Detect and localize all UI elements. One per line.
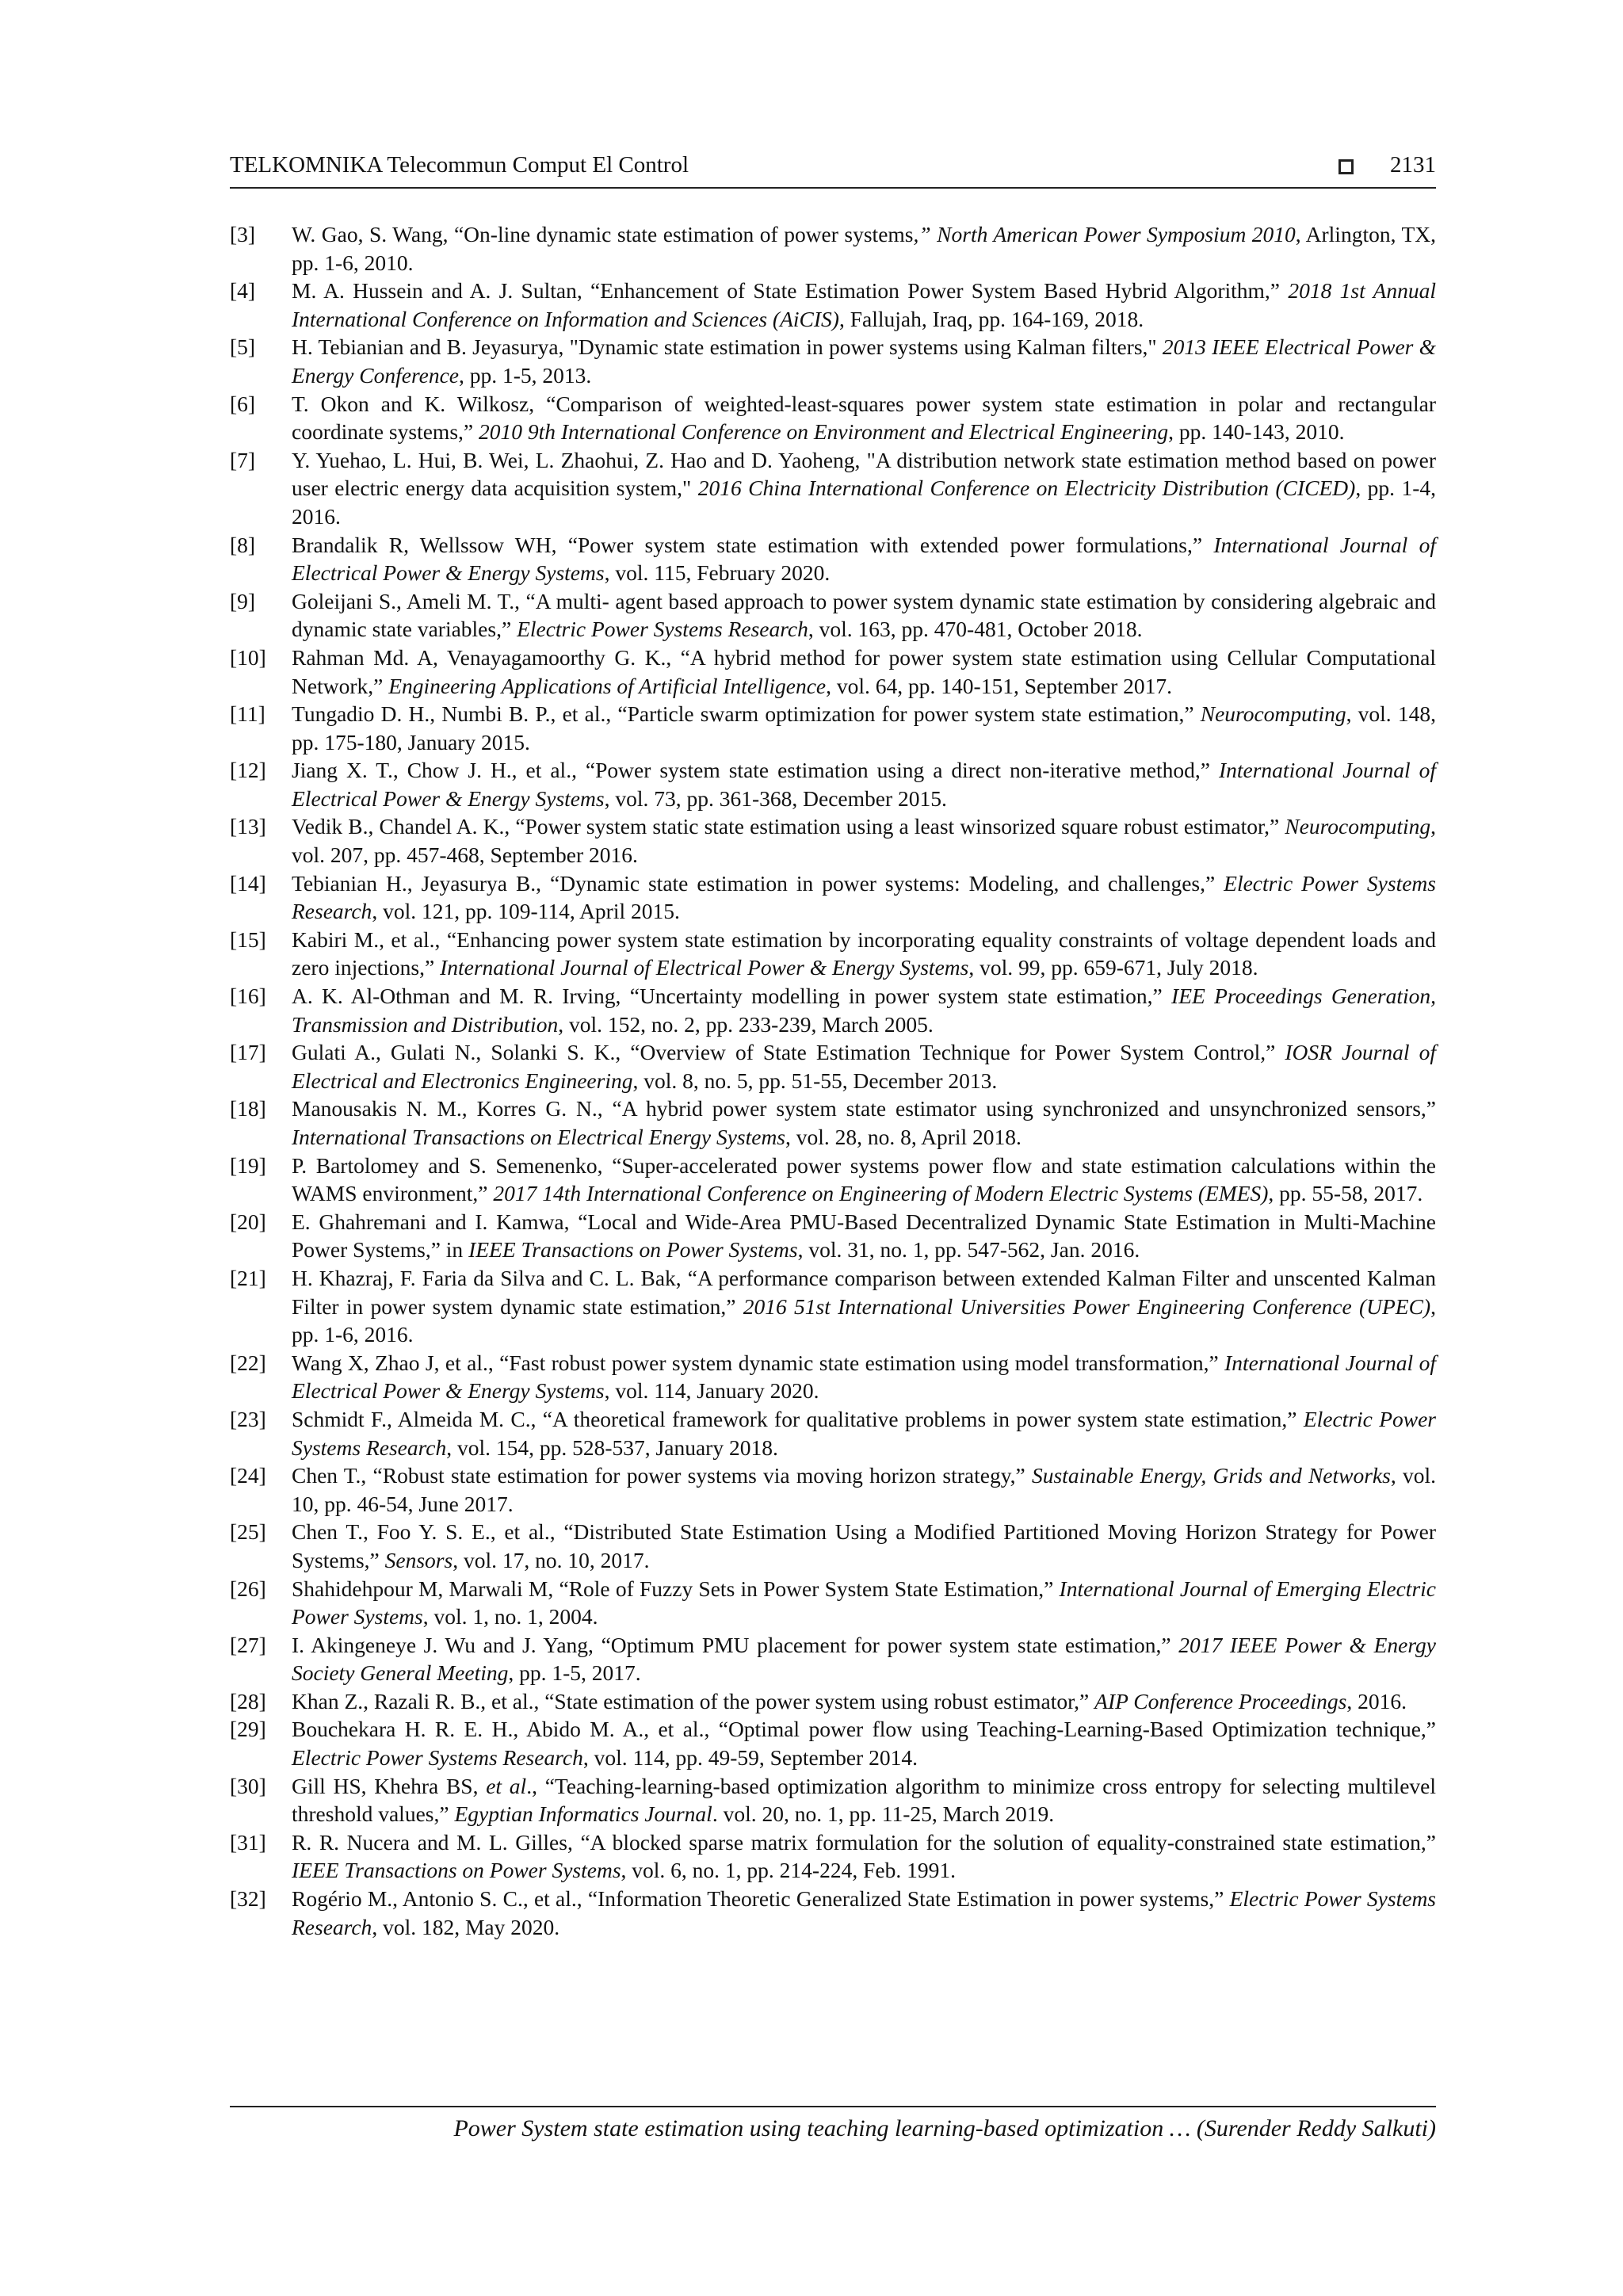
reference-segment: Vedik B., Chandel A. K., “Power system static state estimation using a least winsorized square robust estimator,” [292, 814, 1285, 839]
journal-title: TELKOMNIKA Telecommun Comput El Control [230, 152, 689, 178]
reference-segment: , pp. 1-5, 2013. [459, 362, 592, 388]
reference-segment: , vol. 163, pp. 470-481, October 2018. [808, 617, 1143, 642]
reference-number: [32] [230, 1886, 266, 1912]
reference-segment: , Arlington, TX, pp. 1-6, 2010. [292, 222, 1436, 275]
reference-item [230, 1885, 1436, 1941]
reference-number: [15] [230, 926, 266, 952]
reference-segment: H. Khazraj, F. Faria da Silva and C. L. Bak, “A performance comparison between extended Kalman Filter and unscented Kalman Filter in power system dynamic state estimation,” [292, 1265, 1436, 1319]
reference-segment: , 2016. [1346, 1688, 1407, 1713]
reference-text [292, 277, 1436, 333]
reference-source: International Transactions on Electrical Energy Systems [292, 1125, 786, 1149]
reference-source: Engineering Applications of Artificial Intelligence [388, 673, 827, 698]
reference-number: [30] [230, 1773, 266, 1798]
reference-segment: ., “Teaching-learning-based optimization algorithm to minimize cross entropy for selecting multilevel threshold values,” [292, 1773, 1436, 1827]
reference-item [230, 587, 1436, 644]
reference-segment: Schmidt F., Almeida M. C., “A theoretical framework for qualitative problems in power system state estimation,” [292, 1406, 1304, 1431]
reference-source: ,” North American Power Symposium 2010 [913, 222, 1296, 246]
reference-text [292, 1405, 1436, 1461]
reference-segment: , pp. 140-143, 2010. [1168, 419, 1345, 445]
reference-segment: Chen T., “Robust state estimation for power systems via moving horizon strategy,” [292, 1463, 1032, 1488]
reference-number: [25] [230, 1519, 266, 1545]
reference-text [292, 390, 1436, 446]
reference-text [292, 220, 1436, 277]
reference-segment: , pp. 1-6, 2016. [292, 1293, 1436, 1347]
reference-source: International Journal of Electrical Power & Energy Systems [292, 1350, 1436, 1404]
reference-segment: , vol. 17, no. 10, 2017. [453, 1547, 650, 1572]
reference-text [292, 812, 1436, 869]
reference-item [230, 531, 1436, 587]
reference-item [230, 1461, 1436, 1518]
reference-text [292, 1518, 1436, 1574]
reference-segment: , vol. 99, pp. 659-671, July 2018. [968, 955, 1258, 980]
reference-segment: Y. Yuehao, L. Hui, B. Wei, L. Zhaohui, Z. Hao and D. Yaoheng, "A distribution network state estimation method based on power user electric energy data acquisition system," [292, 447, 1436, 501]
reference-text [292, 587, 1436, 644]
reference-text [292, 1687, 1436, 1716]
reference-segment: Manousakis N. M., Korres G. N., “A hybrid power system state estimator using synchronized and unsynchronized sensors,” [292, 1096, 1436, 1121]
page-footer [230, 2106, 1436, 2142]
reference-item [230, 1715, 1436, 1771]
reference-source: Electric Power Systems Research [292, 1886, 1437, 1939]
reference-segment: . vol. 20, no. 1, pp. 11-25, March 2019. [712, 1801, 1055, 1827]
reference-number: [28] [230, 1688, 266, 1713]
reference-item [230, 1518, 1436, 1574]
reference-segment: , pp. 1-5, 2017. [508, 1660, 641, 1686]
reference-segment: Jiang X. T., Chow J. H., et al., “Power system state estimation using a direct non-iterative method,” [292, 758, 1219, 783]
reference-source: IEEE Transactions on Power Systems [292, 1858, 621, 1883]
reference-number: [22] [230, 1350, 266, 1375]
reference-item [230, 220, 1436, 277]
reference-item [230, 982, 1436, 1038]
reference-text [292, 1885, 1436, 1941]
reference-text [292, 926, 1436, 982]
reference-segment: , vol. 114, January 2020. [604, 1378, 819, 1404]
reference-source: Egyptian Informatics Journal [454, 1801, 712, 1827]
reference-number: [20] [230, 1209, 266, 1234]
reference-segment: Shahidehpour M, Marwali M, “Role of Fuzzy Sets in Power System State Estimation,” [292, 1576, 1060, 1601]
reference-text [292, 982, 1436, 1038]
reference-item [230, 1349, 1436, 1405]
reference-segment: M. A. Hussein and A. J. Sultan, “Enhancement of State Estimation Power System Based Hybrid Algorithm,” [292, 278, 1289, 304]
reference-item [230, 869, 1436, 926]
reference-item [230, 1772, 1436, 1828]
reference-number: [18] [230, 1096, 266, 1121]
reference-segment: W. Gao, S. Wang, “On-line dynamic state estimation of power systems [292, 222, 914, 246]
reference-segment: Gill HS, Khehra BS, [292, 1773, 487, 1798]
reference-segment: , vol. 6, no. 1, pp. 214-224, Feb. 1991. [621, 1858, 956, 1883]
reference-item [230, 700, 1436, 756]
reference-text [292, 1038, 1436, 1095]
reference-text [292, 446, 1436, 531]
reference-text [292, 869, 1436, 926]
reference-segment: , Fallujah, Iraq, pp. 164-169, 2018. [838, 306, 1144, 331]
reference-source: 2017 14th International Conference on Engineering of Modern Electric Systems (EMES) [493, 1181, 1269, 1206]
reference-segment: , vol. 152, no. 2, pp. 233-239, March 2005. [558, 1011, 934, 1037]
reference-item [230, 277, 1436, 333]
reference-segment: , vol. 114, pp. 49-59, September 2014. [582, 1745, 918, 1771]
reference-number: [8] [230, 532, 256, 557]
reference-segment: , vol. 154, pp. 528-537, January 2018. [446, 1435, 778, 1460]
reference-source: Electric Power Systems Research [292, 870, 1436, 924]
reference-segment: Bouchekara H. R. E. H., Abido M. A., et al., “Optimal power flow using Teaching-Learning-Based Optimization technique,” [292, 1717, 1436, 1742]
reference-segment: , vol. 73, pp. 361-368, December 2015. [604, 785, 947, 811]
reference-segment: , vol. 121, pp. 109-114, April 2015. [372, 899, 680, 924]
reference-segment: , pp. 1-4, 2016. [292, 476, 1436, 529]
reference-text [292, 1349, 1436, 1405]
reference-segment: H. Tebianian and B. Jeyasurya, "Dynamic state estimation in power systems using Kalman filters," [292, 334, 1163, 360]
reference-number: [23] [230, 1406, 266, 1431]
reference-text [292, 756, 1436, 812]
reference-number: [16] [230, 984, 266, 1009]
reference-source: 2018 1st Annual International Conference on Information and Sciences (AiCIS) [292, 278, 1436, 331]
reference-number: [19] [230, 1152, 266, 1178]
reference-source: Electric Power Systems Research [292, 1406, 1437, 1460]
reference-number: [3] [230, 222, 256, 246]
reference-source: International Journal of Electrical Power & Energy Systems [440, 955, 969, 980]
reference-segment: , vol. 8, no. 5, pp. 51-55, December 2013. [632, 1068, 998, 1093]
reference-source: Neurocomputing [1285, 814, 1431, 839]
reference-text [292, 531, 1436, 587]
reference-item [230, 1095, 1436, 1151]
reference-source: Electric Power Systems Research [517, 617, 808, 642]
reference-source: et al [486, 1773, 527, 1798]
reference-segment: , vol. 28, no. 8, April 2018. [785, 1125, 1022, 1149]
reference-item [230, 644, 1436, 700]
reference-text [292, 700, 1436, 756]
reference-segment: R. R. Nucera and M. L. Gilles, “A blocked sparse matrix formulation for the solution of equality-constrained state estimation,” [292, 1829, 1436, 1855]
reference-item [230, 390, 1436, 446]
reference-text [292, 333, 1436, 389]
reference-source: 2016 51st International Universities Power Engineering Conference (UPEC) [743, 1293, 1431, 1319]
page-header [230, 152, 1436, 189]
reference-item [230, 1152, 1436, 1208]
reference-source: IEEE Transactions on Power Systems [468, 1237, 798, 1263]
reference-source: 2013 IEEE Electrical Power & Energy Conference [292, 334, 1437, 388]
reference-item [230, 1828, 1436, 1885]
reference-number: [5] [230, 334, 256, 360]
reference-item [230, 333, 1436, 389]
reference-item [230, 1208, 1436, 1264]
reference-segment: I. Akingeneye J. Wu and J. Yang, “Optimum PMU placement for power system state estimation,” [292, 1632, 1179, 1657]
reference-text [292, 1208, 1436, 1264]
reference-source: IOSR Journal of Electrical and Electronics Engineering [292, 1040, 1436, 1093]
reference-text [292, 1631, 1436, 1687]
reference-segment: Goleijani S., Ameli M. T., “A multi- agent based approach to power system dynamic state estimation by considering algebraic and dynamic state variables,” [292, 588, 1436, 642]
reference-number: [24] [230, 1463, 266, 1488]
reference-segment: P. Bartolomey and S. Semenenko, “Super-accelerated power systems power flow and state estimation calculations within the WAMS environment,” [292, 1152, 1436, 1206]
reference-source: International Journal of Electrical Power & Energy Systems [292, 758, 1436, 811]
reference-source: International Journal of Emerging Electric Power Systems [292, 1576, 1436, 1629]
reference-number: [11] [230, 701, 265, 727]
reference-segment: Rahman Md. A, Venayagamoorthy G. K., “A hybrid method for power system state estimation using Cellular Computational Network,” [292, 644, 1436, 698]
reference-segment: , pp. 55-58, 2017. [1268, 1181, 1423, 1206]
reference-segment: Tungadio D. H., Numbi B. P., et al., “Particle swarm optimization for power system state estimation,” [292, 701, 1201, 727]
reference-segment: Brandalik R, Wellssow WH, “Power system state estimation with extended power formulations,” [292, 532, 1214, 557]
page-number: 2131 [1390, 152, 1436, 178]
reference-source: Sensors [384, 1547, 453, 1572]
reference-segment: , vol. 182, May 2020. [372, 1914, 560, 1939]
reference-segment: Tebianian H., Jeyasurya B., “Dynamic state estimation in power systems: Modeling, and challenges,” [292, 870, 1224, 896]
reference-number: [26] [230, 1576, 266, 1601]
reference-segment: A. K. Al-Othman and M. R. Irving, “Uncertainty modelling in power system state estimation,” [292, 984, 1172, 1009]
reference-source: 2017 IEEE Power & Energy Society General Meeting [292, 1632, 1436, 1686]
reference-segment: , vol. 31, no. 1, pp. 547-562, Jan. 2016. [797, 1237, 1140, 1263]
reference-segment: , vol. 115, February 2020. [604, 560, 831, 586]
reference-segment: Wang X, Zhao J, et al., “Fast robust power system dynamic state estimation using model transformation,” [292, 1350, 1225, 1375]
reference-source: International Journal of Electrical Power & Energy Systems [292, 532, 1436, 586]
reference-source: IEE Proceedings Generation, Transmission and Distribution [292, 984, 1436, 1037]
reference-item [230, 926, 1436, 982]
reference-text [292, 1575, 1436, 1631]
reference-segment: Rogério M., Antonio S. C., et al., “Information Theoretic Generalized State Estimation in power systems,” [292, 1886, 1230, 1912]
reference-number: [10] [230, 644, 266, 670]
reference-segment: Gulati A., Gulati N., Solanki S. K., “Overview of State Estimation Technique for Power System Control,” [292, 1040, 1285, 1065]
reference-item [230, 1264, 1436, 1349]
reference-text [292, 1461, 1436, 1518]
reference-segment: , vol. 1, no. 1, 2004. [422, 1604, 598, 1629]
reference-text [292, 1715, 1436, 1771]
reference-text [292, 1828, 1436, 1885]
reference-text [292, 1152, 1436, 1208]
reference-number: [6] [230, 391, 256, 416]
reference-number: [7] [230, 447, 256, 472]
reference-segment: Chen T., Foo Y. S. E., et al., “Distributed State Estimation Using a Modified Partitioned Moving Horizon Strategy for Power Systems,” [292, 1519, 1436, 1572]
reference-number: [27] [230, 1632, 266, 1657]
reference-number: [17] [230, 1040, 266, 1065]
reference-source: AIP Conference Proceedings [1094, 1688, 1347, 1713]
reference-segment: , vol. 10, pp. 46-54, June 2017. [292, 1463, 1436, 1516]
reference-item [230, 1575, 1436, 1631]
reference-item [230, 1687, 1436, 1716]
running-title: Power System state estimation using teaching learning-based optimization … (Surender Reddy Salkuti) [453, 2115, 1436, 2141]
reference-number: [13] [230, 814, 266, 839]
reference-item [230, 1631, 1436, 1687]
reference-text [292, 644, 1436, 700]
reference-number: [14] [230, 870, 266, 896]
reference-source: 2016 China International Conference on Electricity Distribution (CICED) [697, 476, 1356, 501]
reference-text [292, 1264, 1436, 1349]
reference-item [230, 812, 1436, 869]
page-marker [1338, 152, 1436, 178]
reference-segment: , vol. 207, pp. 457-468, September 2016. [292, 814, 1436, 868]
reference-number: [4] [230, 278, 256, 304]
reference-segment: , vol. 64, pp. 140-151, September 2017. [826, 673, 1173, 698]
reference-segment: Kabiri M., et al., “Enhancing power system state estimation by incorporating equality constraints of voltage dependent loads and zero injections,” [292, 926, 1436, 980]
reference-source: Electric Power Systems Research [292, 1745, 583, 1771]
reference-list [230, 220, 1436, 1941]
reference-text [292, 1095, 1436, 1151]
reference-segment: , vol. 148, pp. 175-180, January 2015. [292, 701, 1436, 755]
reference-segment: E. Ghahremani and I. Kamwa, “Local and Wide-Area PMU-Based Decentralized Dynamic State Estimation in Multi-Machine Power Systems,” in [292, 1209, 1436, 1263]
reference-text [292, 1772, 1436, 1828]
reference-source: 2010 9th International Conference on Environment and Electrical Engineering [478, 419, 1169, 445]
reference-number: [21] [230, 1265, 266, 1290]
reference-source: Neurocomputing [1200, 701, 1346, 727]
reference-segment: Khan Z., Razali R. B., et al., “State estimation of the power system using robust estimator,” [292, 1688, 1095, 1713]
reference-number: [9] [230, 588, 256, 613]
reference-item [230, 1038, 1436, 1095]
reference-number: [29] [230, 1717, 266, 1742]
reference-segment: T. Okon and K. Wilkosz, “Comparison of weighted-least-squares power system state estimation in polar and rectangular coordinate systems,” [292, 391, 1436, 445]
reference-source: Sustainable Energy, Grids and Networks [1031, 1463, 1391, 1488]
reference-item [230, 446, 1436, 531]
reference-number: [31] [230, 1829, 266, 1855]
checkbox-square-icon [1338, 159, 1354, 174]
reference-item [230, 756, 1436, 812]
reference-number: [12] [230, 758, 266, 783]
reference-item [230, 1405, 1436, 1461]
